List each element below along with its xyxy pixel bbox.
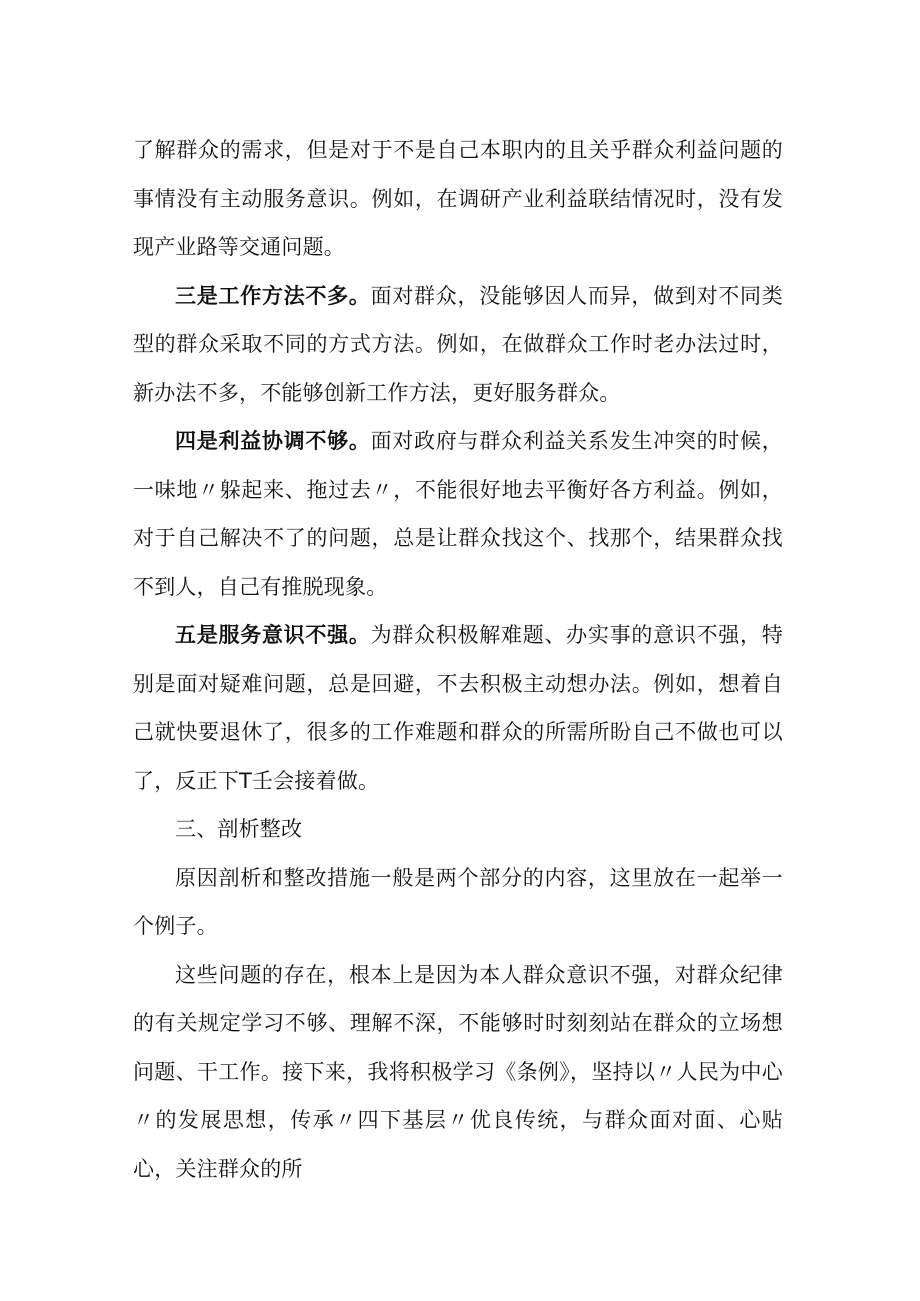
paragraph-text: 面对政府与群众利益关系发生冲突的时候，一味地〃躲起来、拖过去〃，不能很好地去平衡好各方利益。例如，对于自己解决不了的问题，总是让群众找这个、找那个，结果群众找不到人，自己有推脱现象。 — [133, 429, 783, 599]
paragraph-analysis-body: 这些问题的存在，根本上是因为本人群众意识不强，对群众纪律的有关规定学习不够、理解不深，不能够时时刻刻站在群众的立场想问题、干工作。接下来，我将积极学习《条例》，坚持以〃人民为中心〃的发展思想，传承〃四下基层〃优良传统，与群众面对面、心贴心，关注群众的所 — [133, 962, 783, 1181]
paragraph-interest-coordination — [133, 417, 783, 611]
paragraph-text: 了解群众的需求，但是对于不是自己本职内的且关乎群众利益问题的事情没有主动服务意识。例如，在调研产业利益联结情况时，没有发现产业路等交通问题。 — [133, 138, 783, 259]
paragraph-work-methods — [133, 272, 783, 418]
paragraph-analysis-intro: 原因剖析和整改措施一般是两个部分的内容，这里放在一起举一个例子。 — [133, 865, 783, 938]
paragraph-lead: 三是工作方法不多。 — [175, 283, 371, 308]
section-heading: 三、剖析整改 — [175, 817, 303, 841]
paragraph-service-awareness — [133, 611, 783, 805]
paragraph-lead: 四是利益协调不够。 — [175, 429, 371, 453]
paragraph-text: 面对群众，没能够因人而异，做到对不同类型的群众采取不同的方式方法。例如，在做群众工作时老办法过时，新办法不多，不能够创新工作方法，更好服务群众。 — [133, 283, 783, 405]
paragraph-lead: 五是服务意识不强。 — [175, 623, 371, 647]
paragraph-text: 为群众积极解难题、办实事的意识不强，特别是面对疑难问题，总是回避，不去积极主动想办法。例如，想着自己就快要退休了，很多的工作难题和群众的所需所盼自己不做也可以了，反正下T壬会接着做。 — [133, 623, 783, 793]
document-body — [133, 126, 783, 1193]
paragraph-continuation — [133, 126, 783, 272]
